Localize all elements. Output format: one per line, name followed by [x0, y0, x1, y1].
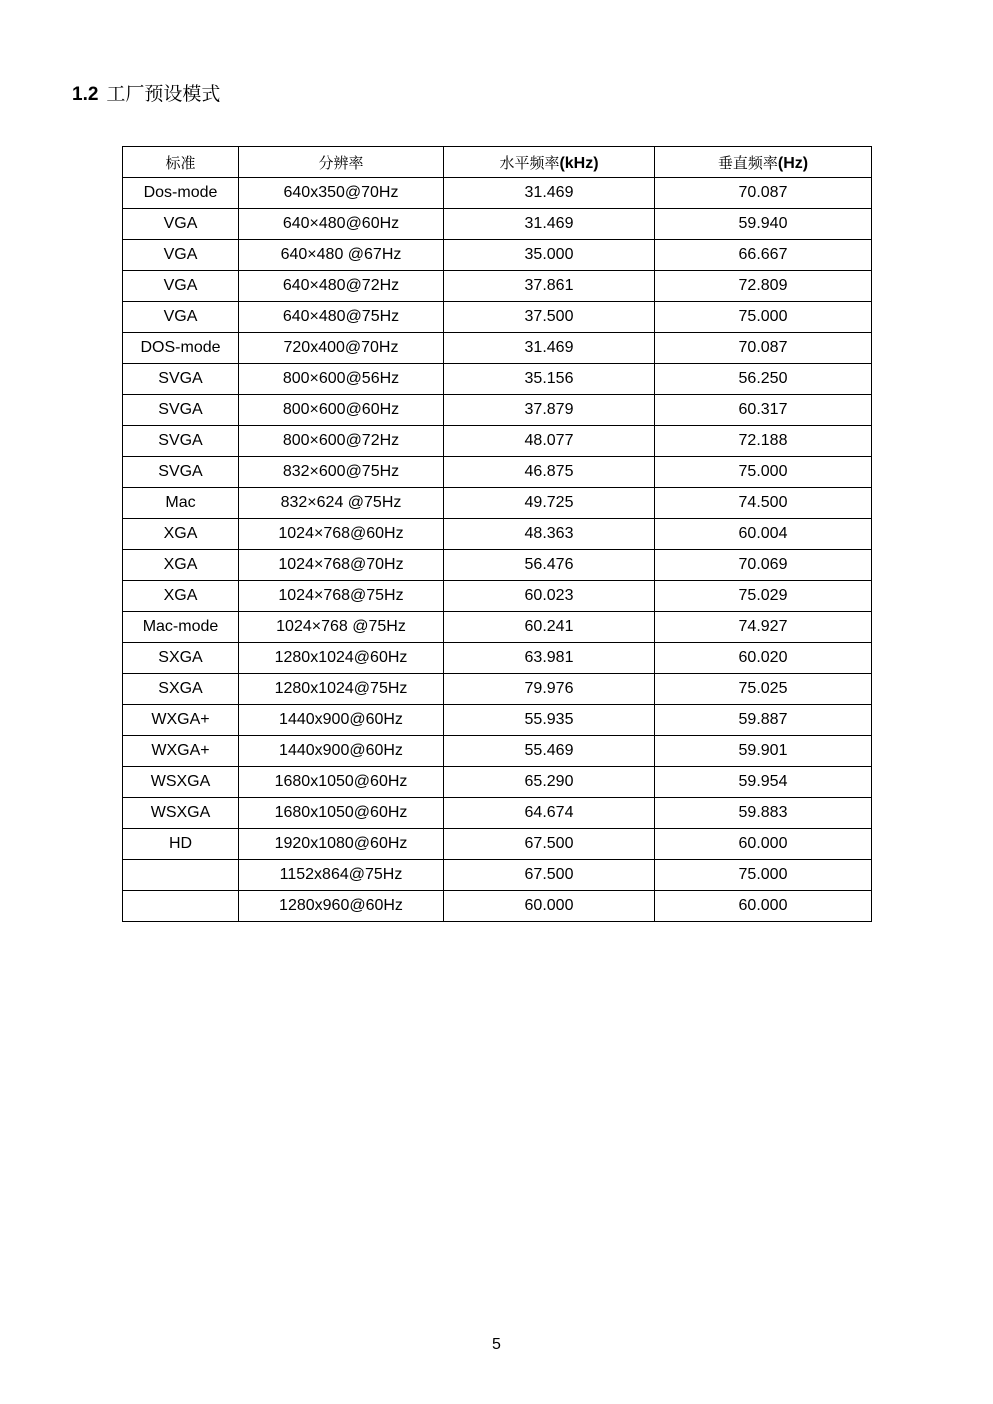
- cell-resolution: 1680x1050@60Hz: [239, 798, 444, 829]
- cell-vertical-frequency: 70.087: [655, 178, 872, 209]
- table-row: [123, 302, 872, 333]
- cell-standard: [123, 860, 239, 891]
- table-row: [123, 612, 872, 643]
- cell-resolution: 640x350@70Hz: [239, 178, 444, 209]
- cell-horizontal-frequency: 35.000: [444, 240, 655, 271]
- table-row: [123, 209, 872, 240]
- table-row: [123, 643, 872, 674]
- header-horizontal-frequency: 水平频率(kHz): [444, 147, 655, 178]
- cell-resolution: 1280x1024@60Hz: [239, 643, 444, 674]
- cell-standard: XGA: [123, 519, 239, 550]
- table-row: [123, 581, 872, 612]
- table-row: [123, 457, 872, 488]
- table-row: [123, 891, 872, 922]
- cell-horizontal-frequency: 31.469: [444, 178, 655, 209]
- cell-resolution: 1024×768@75Hz: [239, 581, 444, 612]
- cell-vertical-frequency: 70.069: [655, 550, 872, 581]
- cell-resolution: 1280x1024@75Hz: [239, 674, 444, 705]
- table-body: [123, 178, 872, 922]
- cell-standard: VGA: [123, 302, 239, 333]
- cell-vertical-frequency: 56.250: [655, 364, 872, 395]
- table-row: [123, 240, 872, 271]
- cell-vertical-frequency: 59.954: [655, 767, 872, 798]
- cell-horizontal-frequency: 55.935: [444, 705, 655, 736]
- cell-horizontal-frequency: 67.500: [444, 860, 655, 891]
- cell-standard: HD: [123, 829, 239, 860]
- table-row: [123, 767, 872, 798]
- table-header-row: [123, 147, 872, 178]
- table-row: [123, 333, 872, 364]
- cell-vertical-frequency: 75.000: [655, 457, 872, 488]
- cell-standard: SXGA: [123, 674, 239, 705]
- cell-vertical-frequency: 72.188: [655, 426, 872, 457]
- table-row: [123, 736, 872, 767]
- cell-horizontal-frequency: 31.469: [444, 333, 655, 364]
- cell-horizontal-frequency: 56.476: [444, 550, 655, 581]
- cell-resolution: 1280x960@60Hz: [239, 891, 444, 922]
- cell-resolution: 1440x900@60Hz: [239, 736, 444, 767]
- cell-horizontal-frequency: 55.469: [444, 736, 655, 767]
- table-row: [123, 426, 872, 457]
- table-row: [123, 705, 872, 736]
- cell-horizontal-frequency: 60.000: [444, 891, 655, 922]
- cell-vertical-frequency: 75.029: [655, 581, 872, 612]
- cell-resolution: 720x400@70Hz: [239, 333, 444, 364]
- cell-vertical-frequency: 75.025: [655, 674, 872, 705]
- header-resolution: 分辨率: [239, 147, 444, 178]
- table-row: [123, 488, 872, 519]
- cell-resolution: 832×624 @75Hz: [239, 488, 444, 519]
- table-row: [123, 674, 872, 705]
- cell-vertical-frequency: 72.809: [655, 271, 872, 302]
- table-row: [123, 860, 872, 891]
- table-row: [123, 178, 872, 209]
- cell-standard: XGA: [123, 550, 239, 581]
- cell-resolution: 1440x900@60Hz: [239, 705, 444, 736]
- table-row: [123, 798, 872, 829]
- cell-standard: SXGA: [123, 643, 239, 674]
- page-number: 5: [492, 1336, 501, 1353]
- cell-horizontal-frequency: 48.363: [444, 519, 655, 550]
- cell-standard: SVGA: [123, 364, 239, 395]
- cell-resolution: 640×480@60Hz: [239, 209, 444, 240]
- cell-horizontal-frequency: 31.469: [444, 209, 655, 240]
- cell-horizontal-frequency: 35.156: [444, 364, 655, 395]
- cell-horizontal-frequency: 49.725: [444, 488, 655, 519]
- cell-vertical-frequency: 75.000: [655, 302, 872, 333]
- cell-resolution: 1024×768@70Hz: [239, 550, 444, 581]
- section-heading: [72, 82, 220, 107]
- cell-horizontal-frequency: 37.861: [444, 271, 655, 302]
- cell-horizontal-frequency: 46.875: [444, 457, 655, 488]
- preset-modes-table: [122, 146, 872, 922]
- cell-resolution: 1680x1050@60Hz: [239, 767, 444, 798]
- cell-horizontal-frequency: 60.241: [444, 612, 655, 643]
- table-row: [123, 395, 872, 426]
- cell-horizontal-frequency: 63.981: [444, 643, 655, 674]
- cell-standard: WSXGA: [123, 767, 239, 798]
- cell-horizontal-frequency: 37.879: [444, 395, 655, 426]
- cell-resolution: 1152x864@75Hz: [239, 860, 444, 891]
- cell-resolution: 1920x1080@60Hz: [239, 829, 444, 860]
- cell-vertical-frequency: 60.020: [655, 643, 872, 674]
- table-row: [123, 829, 872, 860]
- cell-standard: WXGA+: [123, 736, 239, 767]
- cell-horizontal-frequency: 48.077: [444, 426, 655, 457]
- cell-resolution: 832×600@75Hz: [239, 457, 444, 488]
- cell-vertical-frequency: 59.887: [655, 705, 872, 736]
- cell-resolution: 1024×768 @75Hz: [239, 612, 444, 643]
- cell-resolution: 640×480@72Hz: [239, 271, 444, 302]
- cell-standard: WSXGA: [123, 798, 239, 829]
- cell-resolution: 800×600@60Hz: [239, 395, 444, 426]
- cell-standard: SVGA: [123, 395, 239, 426]
- cell-vertical-frequency: 60.317: [655, 395, 872, 426]
- cell-standard: [123, 891, 239, 922]
- table-row: [123, 364, 872, 395]
- section-title: 工厂预设模式: [106, 83, 221, 105]
- cell-standard: VGA: [123, 209, 239, 240]
- cell-vertical-frequency: 60.004: [655, 519, 872, 550]
- cell-resolution: 1024×768@60Hz: [239, 519, 444, 550]
- cell-horizontal-frequency: 64.674: [444, 798, 655, 829]
- cell-vertical-frequency: 59.901: [655, 736, 872, 767]
- cell-horizontal-frequency: 79.976: [444, 674, 655, 705]
- cell-standard: Dos-mode: [123, 178, 239, 209]
- cell-standard: DOS-mode: [123, 333, 239, 364]
- cell-vertical-frequency: 70.087: [655, 333, 872, 364]
- cell-horizontal-frequency: 37.500: [444, 302, 655, 333]
- cell-vertical-frequency: 74.500: [655, 488, 872, 519]
- cell-resolution: 640×480@75Hz: [239, 302, 444, 333]
- cell-horizontal-frequency: 60.023: [444, 581, 655, 612]
- cell-standard: SVGA: [123, 457, 239, 488]
- table-row: [123, 519, 872, 550]
- cell-vertical-frequency: 60.000: [655, 829, 872, 860]
- cell-horizontal-frequency: 65.290: [444, 767, 655, 798]
- cell-resolution: 640×480 @67Hz: [239, 240, 444, 271]
- cell-standard: VGA: [123, 240, 239, 271]
- cell-resolution: 800×600@72Hz: [239, 426, 444, 457]
- cell-standard: Mac-mode: [123, 612, 239, 643]
- cell-vertical-frequency: 60.000: [655, 891, 872, 922]
- cell-vertical-frequency: 75.000: [655, 860, 872, 891]
- cell-resolution: 800×600@56Hz: [239, 364, 444, 395]
- cell-vertical-frequency: 74.927: [655, 612, 872, 643]
- cell-standard: XGA: [123, 581, 239, 612]
- cell-vertical-frequency: 66.667: [655, 240, 872, 271]
- header-vertical-frequency: 垂直频率(Hz): [655, 147, 872, 178]
- section-number: 1.2: [72, 84, 99, 105]
- cell-vertical-frequency: 59.940: [655, 209, 872, 240]
- cell-standard: Mac: [123, 488, 239, 519]
- cell-standard: SVGA: [123, 426, 239, 457]
- table-row: [123, 271, 872, 302]
- cell-standard: VGA: [123, 271, 239, 302]
- header-standard: 标准: [123, 147, 239, 178]
- table-row: [123, 550, 872, 581]
- cell-standard: WXGA+: [123, 705, 239, 736]
- cell-vertical-frequency: 59.883: [655, 798, 872, 829]
- cell-horizontal-frequency: 67.500: [444, 829, 655, 860]
